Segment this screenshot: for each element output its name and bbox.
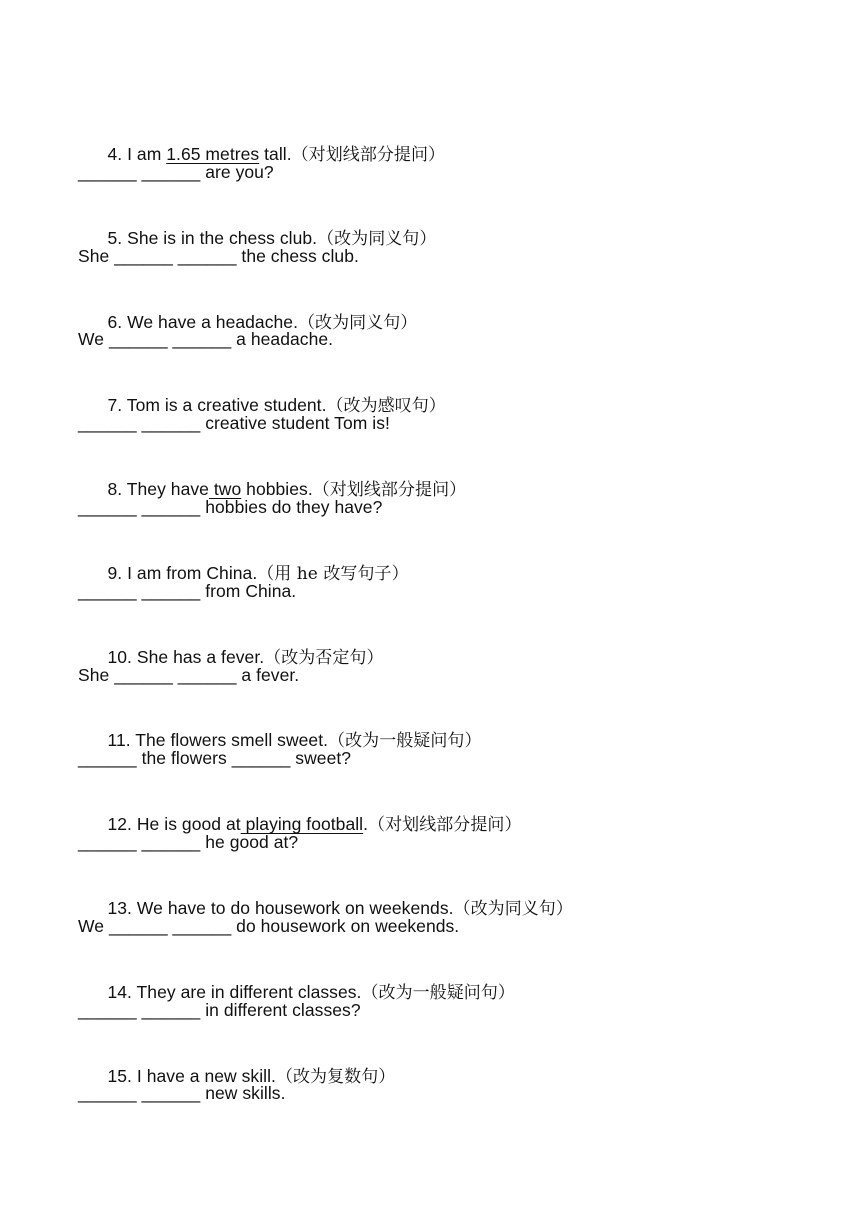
question-4-underlined: 1.65 metres: [166, 144, 260, 164]
question-7-instruction: （改为感叹句）: [326, 396, 446, 417]
question-11: [78, 704, 798, 752]
answer-13: We ______ ______ do housework on weekends.: [78, 915, 460, 936]
question-15-text: 15. I have a new skill.: [107, 1065, 276, 1086]
question-9-text: 9. I am from China.: [107, 562, 258, 583]
question-15-instruction: （改为复数句）: [275, 1066, 396, 1087]
question-10-text: 10. She has a fever.: [107, 646, 265, 667]
question-5-text: 5. She is in the chess club.: [107, 227, 318, 248]
question-12-underlined: playing football: [240, 814, 364, 835]
question-6-instruction: （改为同义句）: [297, 312, 418, 333]
answer-15: ______ ______ new skills.: [78, 1083, 286, 1104]
answer-14: ______ ______ in different classes?: [78, 999, 361, 1020]
answer-7: ______ ______ creative student Tom is!: [78, 413, 390, 434]
question-5-instruction: （改为同义句）: [317, 228, 437, 249]
question-14: [78, 956, 798, 1003]
answer-11: ______ the flowers ______ sweet?: [78, 748, 352, 769]
question-4-text-end: tall.: [259, 144, 292, 164]
answer-12: ______ ______ he good at?: [78, 832, 299, 853]
question-13-text: 13. We have to do housework on weekends.: [107, 898, 454, 919]
question-8: [78, 453, 798, 501]
answer-5: She ______ ______ the chess club.: [78, 245, 359, 266]
question-14-instruction: （改为一般疑问句）: [361, 982, 515, 1003]
question-4: [78, 118, 798, 165]
question-13: [78, 872, 798, 920]
question-4-text: 4. I am: [107, 144, 167, 164]
question-12-instruction: （对划线部分提问）: [368, 815, 522, 836]
question-8-instruction: （对划线部分提问）: [312, 480, 467, 501]
answer-10: She ______ ______ a fever.: [78, 664, 300, 685]
question-15: [78, 1040, 798, 1087]
question-9: [78, 537, 798, 584]
question-7: [78, 369, 798, 417]
question-9-instruction: （用 he 改写句子）: [257, 563, 409, 584]
question-12-text-end: .: [363, 814, 369, 835]
answer-6: We ______ ______ a headache.: [78, 329, 334, 350]
answer-8: ______ ______ hobbies do they have?: [78, 497, 383, 518]
answer-4: ______ ______ are you?: [78, 161, 274, 182]
question-11-text: 11. The flowers smell sweet.: [107, 730, 329, 751]
answer-9: ______ ______ from China.: [78, 580, 297, 601]
question-10-instruction: （改为否定句）: [264, 647, 384, 668]
question-8-text: 8. They have: [107, 479, 209, 500]
question-13-instruction: （改为同义句）: [453, 899, 573, 920]
question-8-text-end: hobbies.: [241, 479, 313, 500]
question-7-text: 7. Tom is a creative student.: [107, 395, 327, 416]
question-11-instruction: （改为一般疑问句）: [328, 731, 482, 752]
question-10: [78, 621, 798, 668]
question-14-text: 14. They are in different classes.: [107, 981, 362, 1002]
question-4-instruction: （对划线部分提问）: [291, 145, 446, 165]
question-12: [78, 788, 798, 836]
exercise-list: [78, 118, 798, 1123]
question-8-underlined: two: [208, 479, 242, 500]
question-12-text: 12. He is good at: [107, 814, 241, 835]
question-5: [78, 202, 798, 249]
question-6: [78, 286, 798, 333]
question-6-text: 6. We have a headache.: [107, 311, 298, 332]
